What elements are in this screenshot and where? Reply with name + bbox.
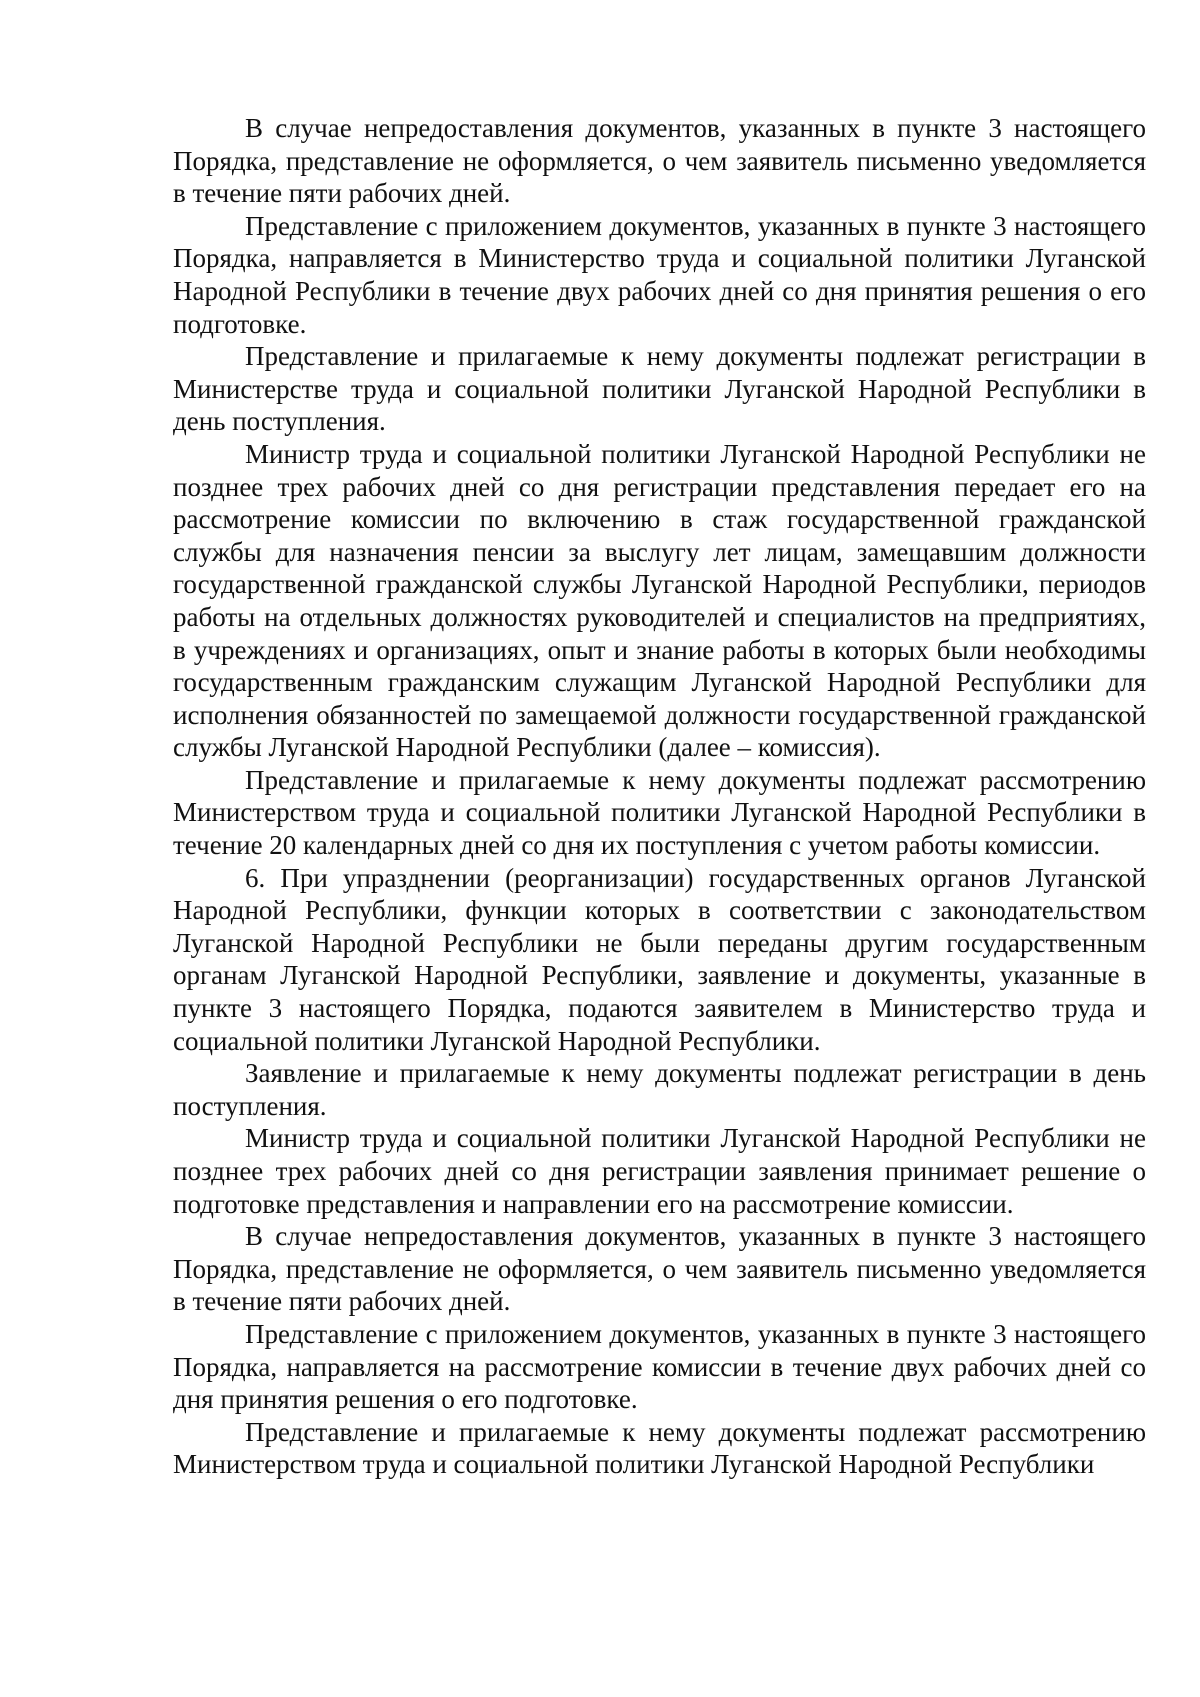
paragraph-application-registration: Заявление и прилагаемые к нему документы подлежат регистрации в день поступления. bbox=[173, 1058, 1146, 1121]
paragraph-registration: Представление и прилагаемые к нему документы подлежат регистрации в Министерстве труда и социальной политики Луганской Народной Республики в день поступления. bbox=[173, 341, 1146, 437]
paragraph-nonsubmission-notice-repeat: В случае непредоставления документов, указанных в пункте 3 настоящего Порядка, представление не оформляется, о чем заявитель письменно уведомляется в течение пяти рабочих дней. bbox=[173, 1221, 1146, 1317]
paragraph-minister-decision: Министр труда и социальной политики Луганской Народной Республики не позднее трех рабочих дней со дня регистрации заявления принимает решение о подготовке представления и направлении его на рассмотрение комиссии. bbox=[173, 1123, 1146, 1219]
paragraph-review-period: Представление и прилагаемые к нему документы подлежат рассмотрению Министерством труда и социальной политики Луганской Народной Республики в течение 20 календарных дней со дня их поступления с учетом работы комиссии. bbox=[173, 764, 1146, 861]
paragraph-review-continues: Представление и прилагаемые к нему документы подлежат рассмотрению Министерством труда и социальной политики Луганской Народной Республики bbox=[173, 1416, 1146, 1480]
document-page bbox=[173, 112, 1146, 1481]
paragraph-item-6-abolition: 6. При упразднении (реорганизации) государственных органов Луганской Народной Республики, функции которых в соответствии с законодательством Луганской Народной Республики не были переданы другим государственным органам Луганской Народной Республики, заявление и документы, указанные в пункте 3 настоящего Порядка, подаются заявителем в Министерство труда и социальной политики Луганской Народной Республики. bbox=[173, 862, 1146, 1056]
paragraph-nonsubmission-notice: В случае непредоставления документов, указанных в пункте 3 настоящего Порядка, представление не оформляется, о чем заявитель письменно уведомляется в течение пяти рабочих дней. bbox=[173, 113, 1146, 209]
paragraph-submission-to-commission: Представление с приложением документов, указанных в пункте 3 настоящего Порядка, направляется на рассмотрение комиссии в течение двух рабочих дней со дня принятия решения о его подготовке. bbox=[173, 1318, 1146, 1415]
paragraph-submission-to-ministry: Представление с приложением документов, указанных в пункте 3 настоящего Порядка, направляется в Министерство труда и социальной политики Луганской Народной Республики в течение двух рабочих дней со дня принятия решения о его подготовке. bbox=[173, 210, 1146, 339]
paragraph-minister-transfers-to-commission: Министр труда и социальной политики Луганской Народной Республики не позднее трех рабочих дней со дня регистрации представления передает его на рассмотрение комиссии по включению в стаж государственной гражданской службы для назначения пенсии за выслугу лет лицам, замещавшим должности государственной гражданской службы Луганской Народной Республики, периодов работы на отдельных должностях руководителей и специалистов на предприятиях, в учреждениях и организациях, опыт и знание работы в которых были необходимы государственным гражданским служащим Луганской Народной Республики для исполнения обязанностей по замещаемой должности государственной гражданской службы Луганской Народной Республики (далее – комиссия). bbox=[173, 438, 1146, 763]
